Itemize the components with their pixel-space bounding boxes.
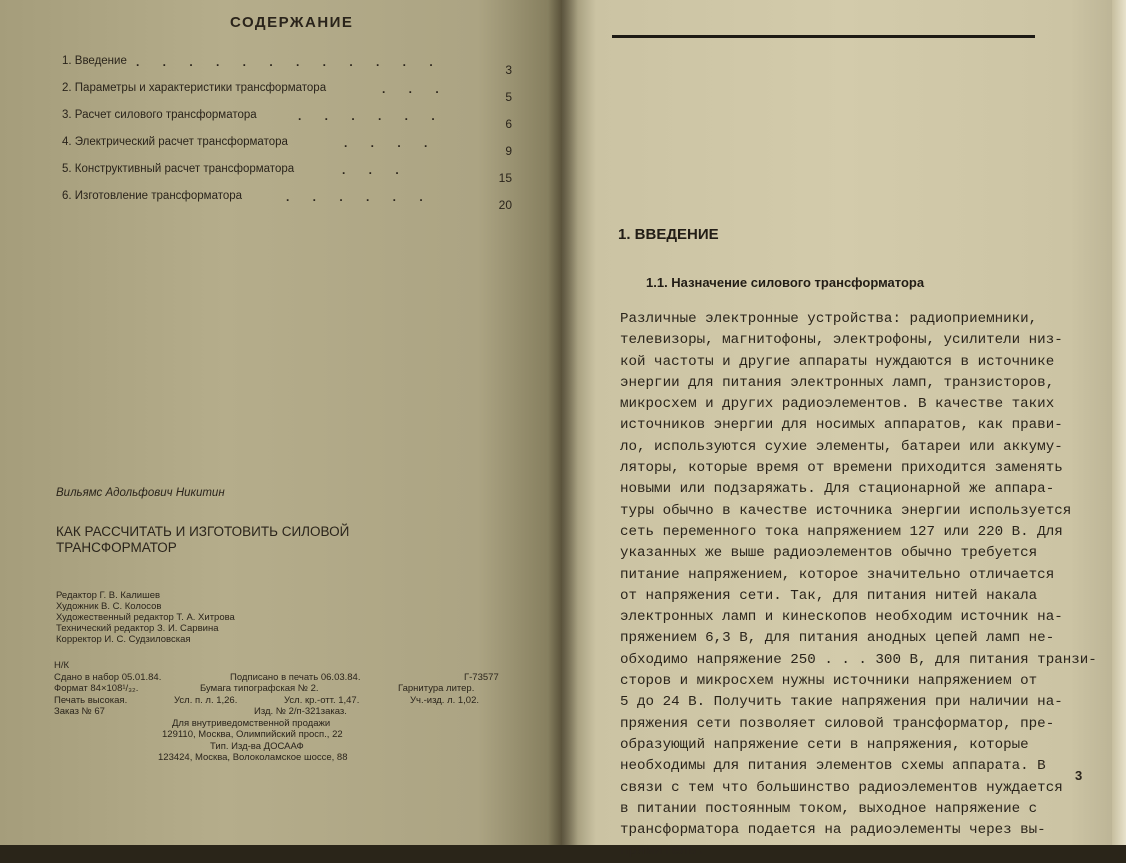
toc-leader-dots: . . . .: [344, 136, 438, 150]
toc-entry: [62, 136, 512, 163]
credit-line: Художественный редактор Т. А. Хитрова: [56, 612, 235, 623]
text-line: Различные электронные устройства: радиоприемники,: [620, 311, 1038, 327]
pub-order: Заказ № 67: [54, 706, 105, 717]
text-line: в питании постоянным током, выходное напряжение с: [620, 800, 1038, 817]
credit-line: Корректор И. С. Судзиловская: [56, 634, 191, 645]
toc-entry-page: 6: [505, 117, 512, 131]
toc-leader-dots: . . .: [342, 163, 409, 177]
toc-entry-label: 5. Конструктивный расчет трансформатора: [62, 163, 295, 175]
toc-entry: [62, 82, 512, 109]
header-rule: [612, 35, 1035, 37]
text-line: микросхем и других радиоэлементов. В качестве таких: [620, 396, 1055, 413]
text-line: обходимо напряжение 250 . . . 300 В, для питания транзи-: [620, 651, 1097, 668]
text-line: сеть переменного тока напряжением 127 или 220 В. Для: [620, 523, 1063, 540]
text-line: новыми или подзаряжать. Для стационарной же аппара-: [620, 481, 1055, 498]
pub-print: Печать высокая.: [54, 694, 128, 706]
credit-line: Художник В. С. Колосов: [56, 601, 162, 612]
toc-entry: [62, 55, 512, 82]
book-title-line: КАК РАССЧИТАТЬ И ИЗГОТОВИТЬ СИЛОВОЙ: [56, 524, 350, 539]
toc-entry-label: 1. Введение: [62, 55, 127, 67]
toc-entry-label: 3. Расчет силового трансформатора: [62, 109, 257, 121]
pub-signed: Подписано в печать 06.03.84.: [230, 671, 361, 683]
text-line: кой частоты и другие аппараты нуждаются в источнике: [620, 353, 1055, 370]
text-line: трансформатора подается на радиоэлементы через вы-: [620, 822, 1046, 839]
publication-info: [54, 660, 534, 764]
text-line: прямитель.: [620, 843, 706, 860]
book-title-line: ТРАНСФОРМАТОР: [56, 540, 177, 555]
toc-leader-dots: . . . . . . . . . . . .: [136, 55, 443, 69]
toc-entry-page: 20: [498, 198, 512, 212]
credits-block: [56, 590, 416, 645]
pub-usl-kr: Усл. кр.-отт. 1,47.: [284, 694, 360, 706]
pub-usl-pl: Усл. п. л. 1,26.: [174, 694, 238, 706]
text-line: ло, используются сухие элементы, батареи или аккуму-: [620, 438, 1063, 455]
body-paragraph: [620, 309, 1097, 863]
toc-entry-page: 15: [498, 171, 512, 185]
text-line: образующий напряжение сети в напряжения, которые: [620, 736, 1029, 753]
text-line: сторов и микросхем нужны источники напряжением от: [620, 673, 1038, 690]
section-title: 1.1. Назначение силового трансформатора: [646, 275, 925, 290]
pub-format: Формат 84×108¹/₃₂.: [54, 683, 139, 694]
page-number: 3: [1075, 768, 1083, 783]
credit-line: Технический редактор З. И. Сарвина: [56, 623, 219, 634]
toc-entry-page: 5: [505, 90, 512, 104]
toc-entry-page: 9: [505, 144, 512, 158]
pub-uch-izd: Уч.-изд. л. 1,02.: [410, 694, 480, 706]
toc-leader-dots: . . .: [382, 82, 449, 96]
pub-typography: Тип. Изд-ва ДОСААФ: [210, 740, 304, 752]
toc-leader-dots: . . . . . .: [298, 109, 445, 123]
text-line: питание напряжением, которое значительно отличается: [620, 566, 1055, 583]
toc-entry: [62, 190, 512, 217]
table-of-contents: [62, 55, 512, 217]
toc-leader-dots: . . . . . .: [286, 190, 433, 204]
text-line: указанных же выше радиоэлементов обычно требуется: [620, 545, 1038, 562]
pub-address-1: 129110, Москва, Олимпийский просп., 22: [162, 729, 343, 740]
pub-code: Н/К: [54, 660, 70, 671]
pub-sent-to-set: Сдано в набор 05.01.84.: [54, 671, 162, 683]
pub-paper: Бумага типографская № 2.: [200, 683, 319, 694]
left-page: [0, 0, 562, 845]
pub-font: Гарнитура литер.: [398, 683, 475, 694]
text-line: пряжения сети позволяет силовой трансформатор, пре-: [620, 715, 1055, 732]
text-line: ляторы, которые время от времени приходится заменять: [620, 460, 1063, 477]
text-line: от напряжения сети. Так, для питания нитей накала: [620, 587, 1038, 604]
pub-distribution: Для внутриведомственной продажи: [172, 717, 331, 729]
chapter-title: 1. ВВЕДЕНИЕ: [618, 226, 719, 243]
text-line: 5 до 24 В. Получить такие напряжения при наличии на-: [620, 694, 1063, 711]
toc-entry-page: 3: [505, 63, 512, 77]
text-line: пряжением 6,3 В, для питания анодных цепей ламп не-: [620, 630, 1055, 647]
pub-g-number: Г-73577: [464, 671, 499, 683]
pub-izd: Изд. № 2/п-321заказ.: [254, 706, 347, 717]
text-line: связи с тем что большинство радиоэлементов нуждается: [620, 779, 1063, 796]
toc-entry: [62, 163, 512, 190]
toc-entry-label: 2. Параметры и характеристики трансформатора: [62, 82, 327, 94]
toc-entry-label: 4. Электрический расчет трансформатора: [62, 136, 288, 148]
text-line: источников энергии для носимых аппаратов, как прави-: [620, 417, 1063, 434]
toc-entry: [62, 109, 512, 136]
author-name: Вильямс Адольфович Никитин: [56, 487, 225, 499]
toc-title: СОДЕРЖАНИЕ: [230, 14, 354, 31]
text-line: телевизоры, магнитофоны, электрофоны, усилители низ-: [620, 332, 1063, 349]
text-line: электронных ламп и кинескопов необходим источник на-: [620, 609, 1063, 626]
toc-entry-label: 6. Изготовление трансформатора: [62, 190, 243, 202]
pub-address-2: 123424, Москва, Волоколамское шоссе, 88: [158, 752, 348, 763]
text-line: энергии для питания электронных ламп, транзисторов,: [620, 374, 1055, 391]
text-line: необходимы для питания элементов схемы аппарата. В: [620, 758, 1046, 775]
book-title: [56, 524, 416, 556]
credit-line: Редактор Г. В. Калишев: [56, 590, 161, 601]
text-line: туры обычно в качестве источника энергии используется: [620, 502, 1072, 519]
